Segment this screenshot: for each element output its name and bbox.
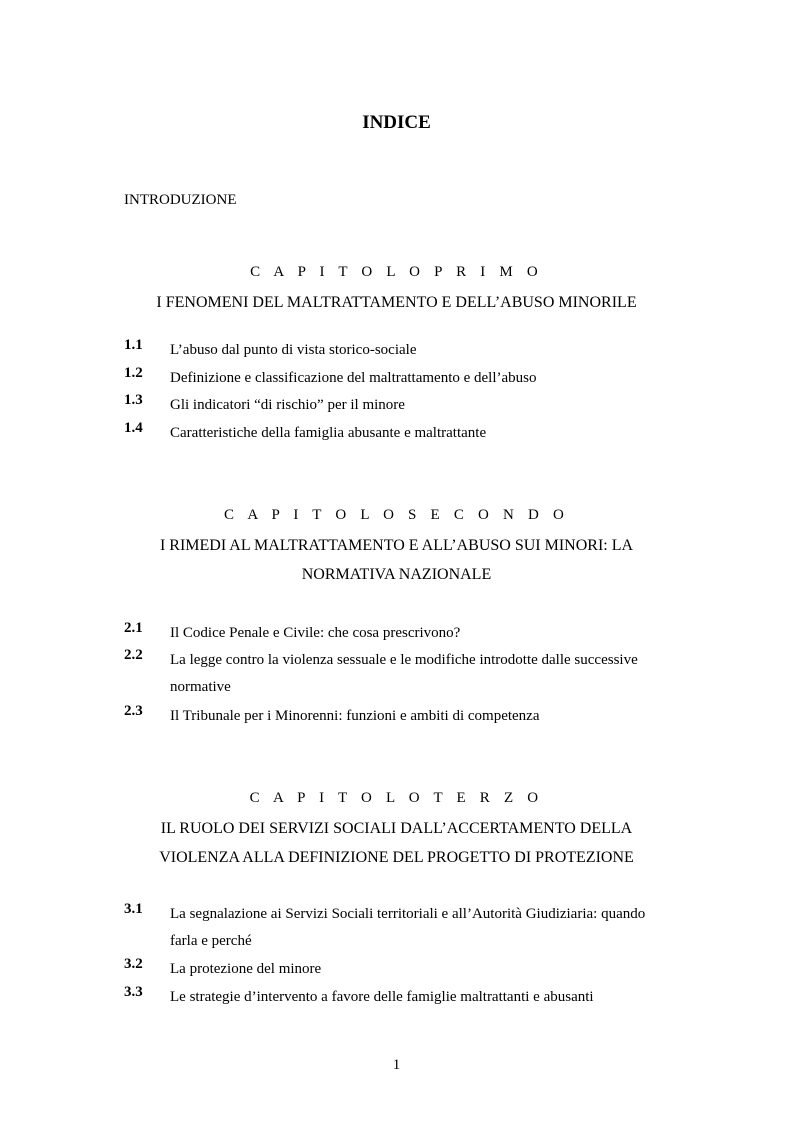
section-title: Definizione e classificazione del maltrattamento e dell’abuso xyxy=(170,370,537,386)
chapter-1-title xyxy=(0,288,793,317)
section-number: 3.2 xyxy=(124,956,143,972)
section-number: 2.1 xyxy=(124,620,143,636)
chapter-2-title-line: I RIMEDI AL MALTRATTAMENTO E ALL’ABUSO SUI MINORI: LA xyxy=(159,537,634,554)
chapter-2-title-line: NORMATIVA NAZIONALE xyxy=(301,566,492,583)
section-title: Le strategie d’intervento a favore delle famiglie maltrattanti e abusanti xyxy=(170,989,594,1005)
chapter-1-label: C A P I T O L O P R I M O xyxy=(250,264,543,280)
chapter-3-title xyxy=(0,814,793,872)
chapter-2-label: C A P I T O L O S E C O N D O xyxy=(224,507,569,523)
chapter-3-title-line: IL RUOLO DEI SERVIZI SOCIALI DALL’ACCERTAMENTO DELLA xyxy=(160,820,633,837)
chapter-3-title-line: VIOLENZA ALLA DEFINIZIONE DEL PROGETTO DI PROTEZIONE xyxy=(159,849,634,866)
section-title: L’abuso dal punto di vista storico-sociale xyxy=(170,342,417,358)
section-title: La protezione del minore xyxy=(170,961,322,977)
section-title: Il Tribunale per i Minorenni: funzioni e ambiti di competenza xyxy=(170,708,540,724)
introduction-entry: INTRODUZIONE xyxy=(124,192,237,208)
section-number: 1.2 xyxy=(124,365,143,381)
section-title: Il Codice Penale e Civile: che cosa prescrivono? xyxy=(170,625,461,641)
section-title-continuation: normative xyxy=(170,679,231,695)
section-title: La segnalazione ai Servizi Sociali territoriali e all’Autorità Giudiziaria: quando xyxy=(170,906,646,922)
page-title: INDICE xyxy=(362,112,431,133)
page-number: 1 xyxy=(392,1057,401,1073)
chapter-3-label: C A P I T O L O T E R Z O xyxy=(249,790,544,806)
chapter-2-title xyxy=(0,531,793,589)
section-number: 3.3 xyxy=(124,984,143,1000)
section-title-continuation: farla e perché xyxy=(170,933,252,949)
section-title: La legge contro la violenza sessuale e le modifiche introdotte dalle successive xyxy=(170,652,638,668)
section-number: 3.1 xyxy=(124,901,143,917)
chapter-1-title-line: I FENOMENI DEL MALTRATTAMENTO E DELL’ABUSO MINORILE xyxy=(156,294,637,311)
section-number: 1.3 xyxy=(124,392,143,408)
section-title: Caratteristiche della famiglia abusante e maltrattante xyxy=(170,425,487,441)
section-number: 1.1 xyxy=(124,337,143,353)
section-title: Gli indicatori “di rischio” per il minore xyxy=(170,397,405,413)
section-number: 2.2 xyxy=(124,647,143,663)
section-number: 1.4 xyxy=(124,420,143,436)
section-number: 2.3 xyxy=(124,703,143,719)
